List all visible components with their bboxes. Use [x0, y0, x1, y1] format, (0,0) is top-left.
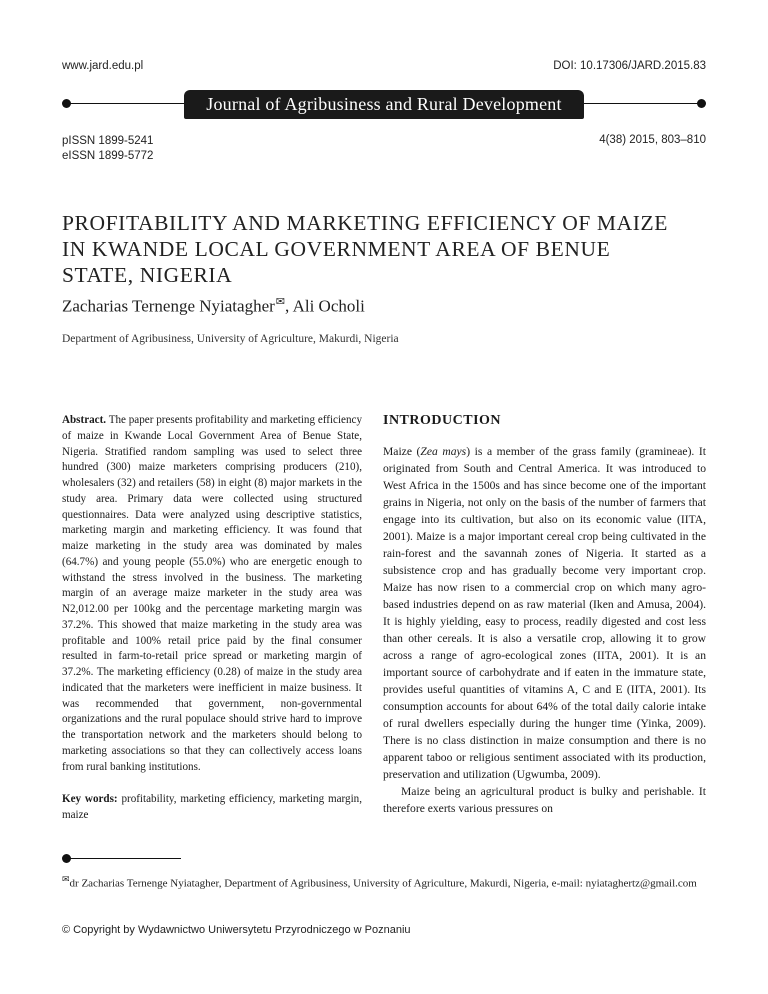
footnote-text: dr Zacharias Ternenge Nyiatagher, Department of Agribusiness, University of Agriculture, Makurdi, Nigeria, e-mail: nyiataghertz@gmail.com	[69, 877, 697, 890]
keywords-label: Key words:	[62, 793, 118, 806]
abstract-text: The paper presents profitability and marketing efficiency of maize in Kwande Local Government Area of Benue State, Nigeria. Stratified random sampling was used to select three hundred (300) maize marketers comprising producers (210), wholesalers (32) and retailers (58) in eight (8) major markets in the study area. Primary data were collected using structured questionnaires. Data were analyzed using descriptive statistics, marketing margin and marketing efficiency. It was found that maize marketing in the study area was dominated by males (64.7%) and young people (55.0%) who are energetic enough to withstand the stress involved in the business. The marketing margin of an average maize marketer in the study area was N2,012.00 per 100kg and the percentage marketing margin was 37.2%. This showed that maize marketing in the study area was profitable and 100% retail price paid by the final consumer resulted in farm-to-retail price spread or marketing margin of 37.2%. The marketing efficiency (0.28) of maize in the study area indicated that the marketers were inefficient in maize business. It was recommended that government, non-governmental organizations and the rural populace should strive hard to improve the transportation network and the marketers should belong to marketing associations so that they can collectively access loans from rural banking institutions.	[62, 414, 362, 773]
abstract	[62, 413, 362, 775]
copyright: © Copyright by Wydawnictwo Uniwersytetu Przyrodniczego w Poznaniu	[62, 924, 411, 936]
envelope-icon: ✉	[275, 296, 285, 308]
author-2: Ali Ocholi	[292, 296, 365, 316]
pissn: pISSN 1899-5241	[62, 135, 154, 147]
journal-url[interactable]: www.jard.edu.pl	[62, 60, 144, 72]
journal-banner: Journal of Agribusiness and Rural Development	[184, 90, 584, 119]
doi[interactable]: DOI: 10.17306/JARD.2015.83	[553, 60, 706, 72]
issue-info: 4(38) 2015, 803–810	[599, 134, 706, 146]
intro-text-a: Maize (	[383, 445, 421, 458]
banner-dot-right	[697, 99, 706, 108]
article-title: PROFITABILITY AND MARKETING EFFICIENCY OF MAIZE IN KWANDE LOCAL GOVERNMENT AREA OF BENUE STATE, NIGERIA	[62, 211, 668, 287]
footnote-dot	[62, 854, 71, 863]
keywords-text: profitability, marketing efficiency, marketing margin, maize	[62, 793, 362, 821]
author-separator: ,	[285, 296, 293, 316]
footnote-rule	[66, 858, 181, 859]
introduction-column	[383, 412, 706, 817]
intro-text-b: ) is a member of the grass family (gramineae). It originated from South and Central America. It was introduced to West Africa in the 1500s and has since become one of the important grains in Nigeria, not only on the basis of the number of farmers that engage into its cultivation, but also on its economic value (IITA, 2001). Maize is a major important cereal crop being cultivated in the rain-forest and the savannah zones of Nigeria. It started as a subsistence crop and has gradually become very important crop. Maize has now risen to a commercial crop on which many agro-based industries depend on as raw material (Iken and Amusa, 2004). It is highly yielding, easy to process, readily digested and cost less than other cereals. It is also a versatile crop, allowing it to grow across a range of agro-ecological zones (IITA, 2001). It is an important source of carbohydrate and if eaten in the immature state, provides useful quantities of vitamins A, C and E (IITA, 2001). Its consumption accounts for about 64% of the total daily calorie intake of rural dwellers especially during the hunger time (Yinka, 2009). There is no class distinction in maize consumption and there is no apparent taboo or religious sentiment associated with its production, preservation and utilization (Ugwumba, 2009).	[383, 445, 706, 781]
banner-dot-left	[62, 99, 71, 108]
footnote-envelope-icon: ✉	[62, 874, 70, 884]
affiliation: Department of Agribusiness, University of Agriculture, Makurdi, Nigeria	[62, 333, 399, 345]
species-name: Zea mays	[420, 445, 467, 458]
eissn: eISSN 1899-5772	[62, 150, 154, 162]
author-1: Zacharias Ternenge Nyiatagher	[62, 296, 275, 316]
issn-block	[62, 134, 153, 164]
introduction-heading: INTRODUCTION	[383, 413, 502, 428]
footnote	[62, 872, 707, 892]
introduction-paragraph-2: Maize being an agricultural product is bulky and perishable. It therefore exerts various pressures on	[383, 785, 706, 815]
abstract-column	[62, 413, 362, 824]
introduction-paragraph-1	[383, 443, 706, 783]
authors	[62, 295, 365, 317]
abstract-label: Abstract.	[62, 414, 107, 426]
keywords	[62, 792, 362, 824]
